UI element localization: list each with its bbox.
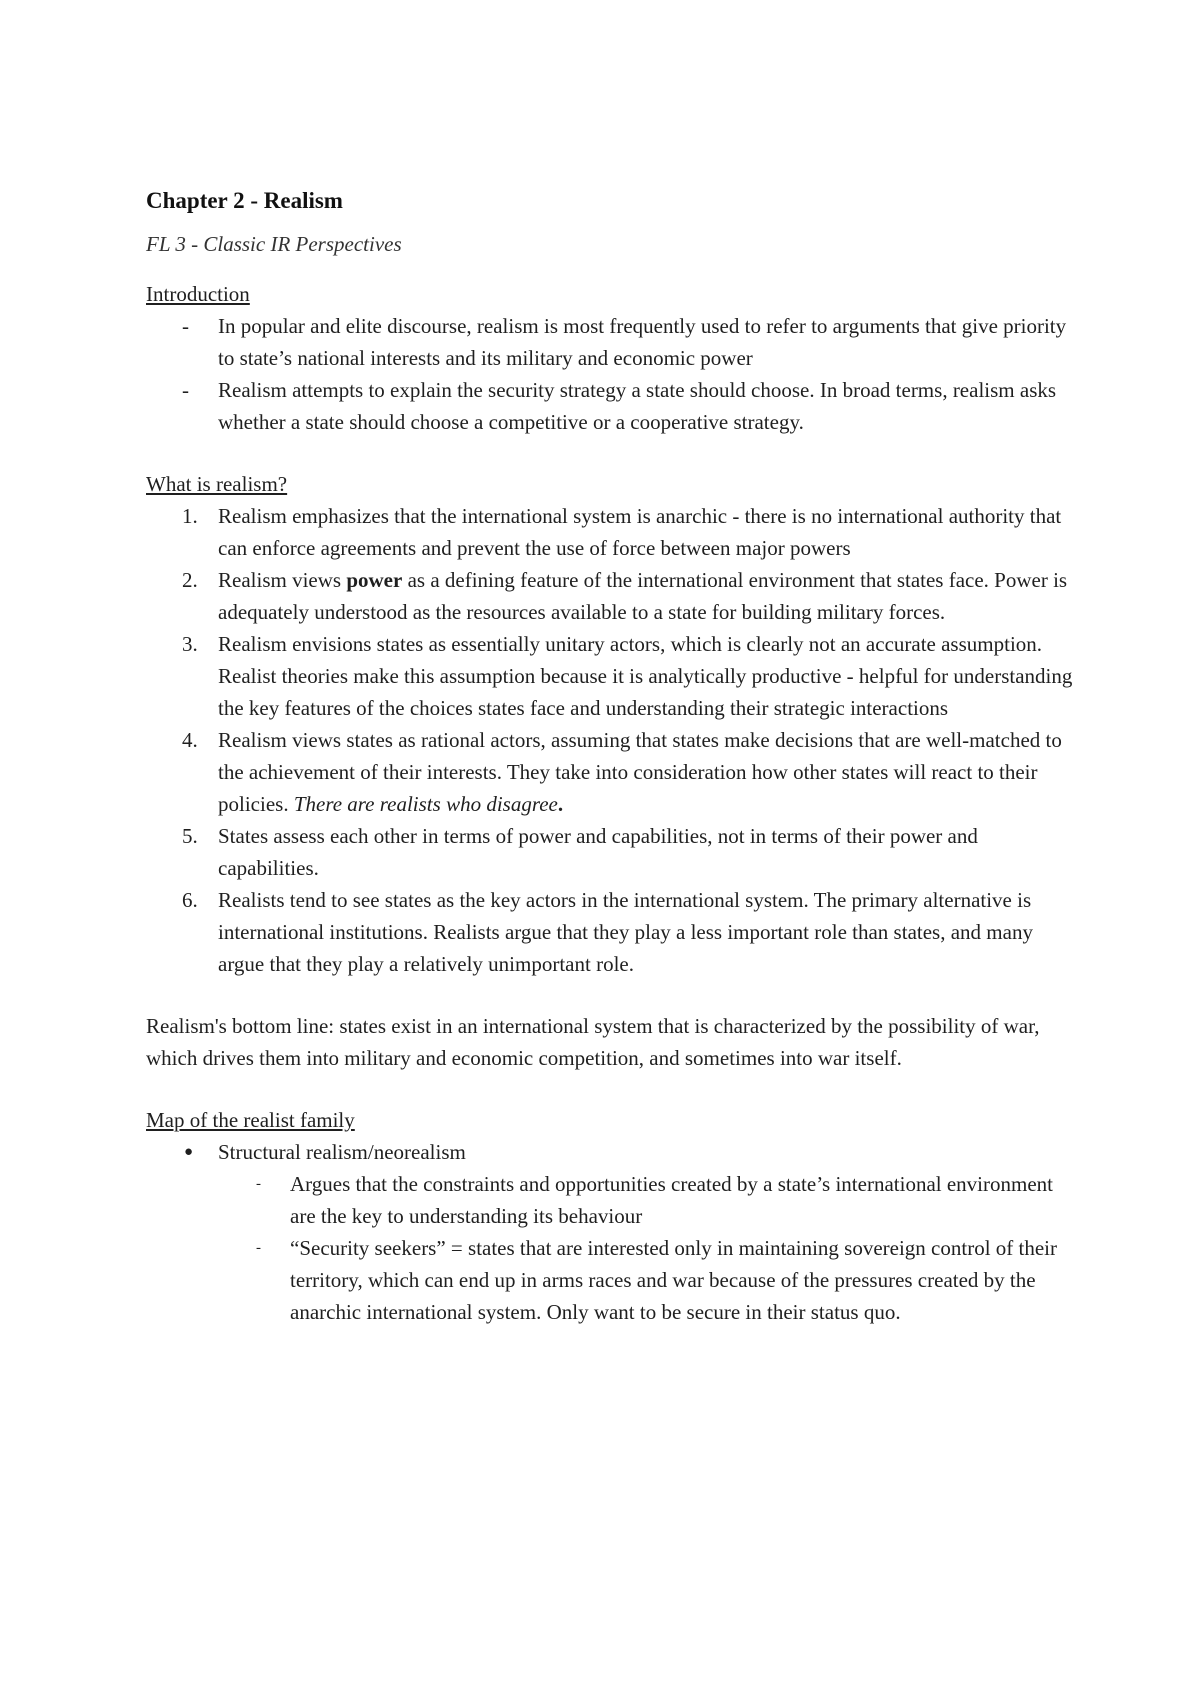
list-item — [146, 564, 1076, 628]
structural-realism-sublist — [218, 1168, 1076, 1328]
list-item-text: In popular and elite discourse, realism is most frequently used to refer to arguments that give priority to state’s national interests and its military and economic power — [218, 314, 1067, 370]
section-heading-what-is-realism: What is realism? — [146, 472, 288, 496]
list-item — [146, 500, 1076, 564]
list-item-text: Realism attempts to explain the security strategy a state should choose. In broad terms, realism asks whether a state should choose a competitive or a cooperative strategy. — [218, 378, 1057, 434]
bullet-marker: ● — [184, 1144, 194, 1160]
number-marker: 6. — [182, 888, 198, 912]
document-content — [146, 184, 1076, 1328]
dash-marker: - — [182, 378, 189, 402]
list-item-text: States assess each other in terms of power and capabilities, not in terms of their power and capabilities. — [218, 824, 978, 880]
page-title: Chapter 2 - Realism — [146, 188, 343, 213]
list-item-text-end: . — [557, 792, 564, 816]
italic-note: There are realists who disagree — [293, 792, 558, 816]
bold-term-power: power — [346, 568, 403, 592]
number-marker: 1. — [182, 504, 198, 528]
section-heading-realist-family: Map of the realist family — [146, 1108, 355, 1132]
bottom-line-paragraph: Realism's bottom line: states exist in an international system that is characterized by the possibility of war, which drives them into military and economic competition, and sometimes into war itself. — [146, 1014, 1040, 1070]
number-marker: 4. — [182, 728, 198, 752]
list-item — [218, 1168, 1076, 1232]
list-item-text: Argues that the constraints and opportunities created by a state’s international environment are the key to understanding its behaviour — [290, 1172, 1053, 1228]
list-item — [146, 628, 1076, 724]
realist-family-list — [146, 1136, 1076, 1328]
number-marker: 2. — [182, 568, 198, 592]
list-item-text: Realism emphasizes that the international system is anarchic - there is no international authority that can enforce agreements and prevent the use of force between major powers — [218, 504, 1062, 560]
dash-marker: - — [182, 314, 189, 338]
list-item-text: Realism envisions states as essentially unitary actors, which is clearly not an accurate assumption. Realist theories make this assumption because it is analytically productive - helpful for understanding the key features of the choices states face and understanding their strategic interactions — [218, 632, 1073, 720]
list-item — [146, 724, 1076, 820]
list-item — [146, 310, 1076, 374]
introduction-list — [146, 310, 1076, 438]
section-heading-introduction: Introduction — [146, 282, 250, 306]
list-item — [218, 1232, 1076, 1328]
what-is-realism-list — [146, 500, 1076, 980]
dash-marker: - — [256, 1240, 261, 1256]
list-item-text: Structural realism/neorealism — [218, 1140, 466, 1164]
list-item — [146, 884, 1076, 980]
list-item-text: Realists tend to see states as the key actors in the international system. The primary alternative is international institutions. Realists argue that they play a less important role than states, and many argue that they play a relatively unimportant role. — [218, 888, 1033, 976]
list-item — [146, 374, 1076, 438]
dash-marker: - — [256, 1176, 261, 1192]
page-subtitle: FL 3 - Classic IR Perspectives — [146, 232, 402, 256]
list-item-text: “Security seekers” = states that are interested only in maintaining sovereign control of their territory, which can end up in arms races and war because of the pressures created by the anarchic international system. Only want to be secure in their status quo. — [290, 1236, 1058, 1324]
list-item-text-start: Realism views — [218, 568, 347, 592]
number-marker: 3. — [182, 632, 198, 656]
list-item-text-end: as a defining feature of the international environment that states face. Power is adequately understood as the resources available to a state for building military forces. — [218, 568, 1068, 624]
list-item-text-start: Realism views states as rational actors, assuming that states make decisions that are well-matched to the achievement of their interests. They take into consideration how other states will react to their policies. — [218, 728, 1062, 816]
number-marker: 5. — [182, 824, 198, 848]
list-item — [146, 820, 1076, 884]
list-item — [146, 1136, 1076, 1328]
